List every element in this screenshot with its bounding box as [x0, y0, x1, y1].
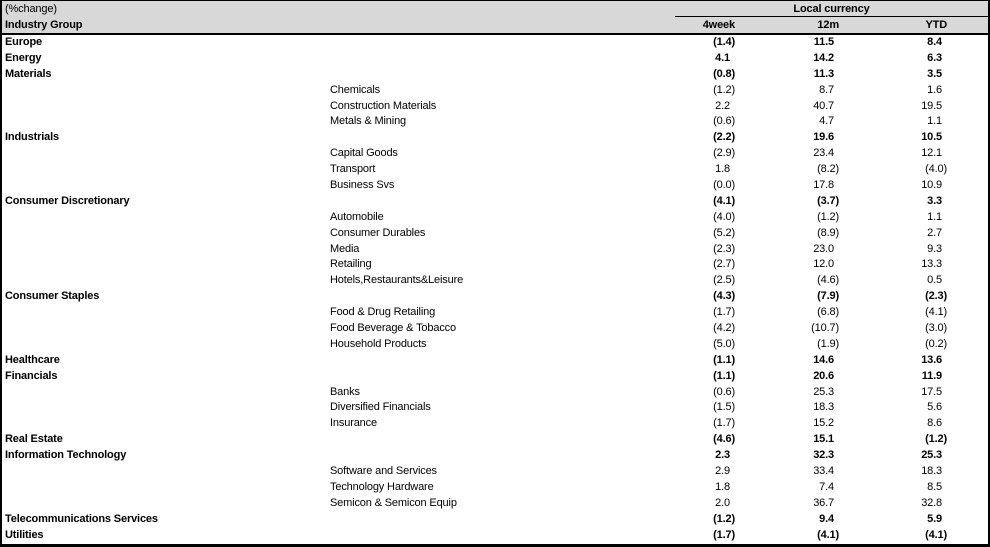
- table-row: [2, 321, 988, 337]
- industry-label: Telecommunications Services: [5, 512, 158, 525]
- value-4week: (2.9): [713, 147, 735, 160]
- value-ytd: 17.5: [921, 385, 942, 398]
- value-4week: (1.7): [713, 417, 735, 430]
- table-row: [2, 512, 988, 528]
- industry-label: Consumer Discretionary: [5, 194, 130, 207]
- industry-label: Financials: [5, 369, 58, 382]
- industry-label: Banks: [330, 385, 360, 398]
- value-12m: 12.0: [813, 258, 834, 271]
- industry-group-header: Industry Group: [5, 19, 83, 31]
- value-12m: 11.5: [813, 36, 834, 48]
- value-ytd: 8.5: [927, 480, 942, 493]
- value-4week: (0.6): [713, 385, 735, 398]
- value-12m: 20.6: [813, 369, 834, 382]
- value-ytd: 10.9: [921, 179, 942, 192]
- value-ytd: 32.8: [921, 496, 942, 509]
- value-ytd: 0.5: [927, 274, 942, 287]
- value-12m: (3.7): [817, 194, 839, 207]
- table-row: [2, 162, 988, 178]
- table-row: [2, 273, 988, 289]
- value-ytd: 9.3: [927, 242, 942, 255]
- table-row: [2, 416, 988, 432]
- table-row: [2, 83, 988, 99]
- table-row: [2, 337, 988, 353]
- table-row: [2, 242, 988, 258]
- value-12m: 9.4: [819, 512, 834, 525]
- value-ytd: 13.3: [921, 258, 942, 271]
- industry-label: Information Technology: [5, 449, 127, 462]
- value-ytd: 8.6: [927, 417, 942, 430]
- table-row: [2, 353, 988, 369]
- value-12m: 33.4: [813, 465, 834, 478]
- value-ytd: (4.1): [925, 306, 947, 319]
- value-ytd: 8.4: [927, 36, 942, 48]
- header-row-columns: [2, 17, 988, 33]
- value-4week: (0.6): [713, 115, 735, 128]
- table-row: [2, 99, 988, 115]
- value-ytd: 1.6: [927, 83, 942, 96]
- value-4week: 2.9: [715, 465, 730, 478]
- value-12m: (10.7): [811, 322, 839, 335]
- header-row-top: [2, 1, 988, 17]
- table-row: [2, 51, 988, 67]
- table-body: [2, 35, 988, 544]
- value-4week: (1.7): [713, 306, 735, 319]
- value-4week: (1.5): [713, 401, 735, 414]
- value-4week: (1.2): [713, 83, 735, 96]
- table-row: [2, 146, 988, 162]
- value-ytd: (3.0): [925, 322, 947, 335]
- value-ytd: 19.5: [921, 99, 942, 112]
- industry-label: Food & Drug Retailing: [330, 306, 436, 319]
- industry-label: Europe: [5, 36, 42, 48]
- value-4week: 2.0: [715, 496, 730, 509]
- value-4week: (2.5): [713, 274, 735, 287]
- industry-label: Media: [330, 242, 360, 255]
- industry-label: Materials: [5, 67, 52, 80]
- value-4week: (0.0): [713, 179, 735, 192]
- value-4week: (4.1): [713, 194, 735, 207]
- value-ytd: 18.3: [921, 465, 942, 478]
- value-12m: 19.6: [813, 131, 834, 144]
- table-row: [2, 400, 988, 416]
- value-4week: 2.3: [715, 449, 730, 462]
- value-12m: 23.4: [813, 147, 834, 160]
- table-row: [2, 114, 988, 130]
- value-4week: (2.3): [713, 242, 735, 255]
- table-row: [2, 385, 988, 401]
- value-12m: (4.1): [817, 528, 839, 541]
- industry-label: Consumer Staples: [5, 290, 100, 303]
- column-header-ytd: YTD: [925, 19, 947, 31]
- value-12m: 14.2: [813, 51, 834, 64]
- industry-label: Capital Goods: [330, 147, 398, 160]
- value-ytd: 3.5: [927, 67, 942, 80]
- column-header-4week: 4week: [702, 19, 735, 31]
- industry-label: Hotels,Restaurants&Leisure: [330, 274, 464, 287]
- value-ytd: (4.1): [925, 528, 947, 541]
- value-12m: (7.9): [817, 290, 839, 303]
- value-12m: (8.9): [817, 226, 839, 239]
- value-ytd: 5.6: [927, 401, 942, 414]
- value-4week: (2.2): [713, 131, 735, 144]
- value-4week: (4.0): [713, 210, 735, 223]
- value-12m: 40.7: [813, 99, 834, 112]
- value-12m: (4.6): [817, 274, 839, 287]
- industry-label: Technology Hardware: [330, 480, 434, 493]
- value-ytd: 13.6: [921, 353, 942, 366]
- value-12m: 15.1: [813, 433, 834, 446]
- industry-label: Healthcare: [5, 353, 60, 366]
- industry-label: Semicon & Semicon Equip: [330, 496, 457, 509]
- table-row: [2, 480, 988, 496]
- value-4week: (1.1): [713, 369, 735, 382]
- value-4week: (5.2): [713, 226, 735, 239]
- value-ytd: (4.0): [925, 163, 947, 176]
- value-ytd: 6.3: [927, 51, 942, 64]
- table-row: [2, 226, 988, 242]
- value-4week: (5.0): [713, 337, 735, 350]
- industry-label: Real Estate: [5, 433, 63, 446]
- table-row: [2, 496, 988, 512]
- value-4week: 1.8: [715, 480, 730, 493]
- table-row: [2, 448, 988, 464]
- industry-label: Chemicals: [330, 83, 380, 96]
- value-12m: 32.3: [813, 449, 834, 462]
- industry-label: Software and Services: [330, 465, 437, 478]
- value-ytd: 11.9: [921, 369, 942, 382]
- table-row: [2, 305, 988, 321]
- value-4week: (1.4): [713, 36, 735, 48]
- value-4week: (4.2): [713, 322, 735, 335]
- table-row: [2, 432, 988, 448]
- table-row: [2, 67, 988, 83]
- value-4week: (0.8): [713, 67, 735, 80]
- percent-change-label: (%change): [5, 3, 57, 15]
- value-ytd: 5.9: [927, 512, 942, 525]
- industry-label: Insurance: [330, 417, 377, 430]
- value-4week: 4.1: [715, 51, 730, 64]
- table-row: [2, 369, 988, 385]
- industry-label: Utilities: [5, 528, 44, 541]
- industry-label: Retailing: [330, 258, 372, 271]
- column-header-12m: 12m: [817, 19, 839, 31]
- value-12m: (6.8): [817, 306, 839, 319]
- table-row: [2, 289, 988, 305]
- industry-label: Automobile: [330, 210, 384, 223]
- value-12m: (1.9): [817, 337, 839, 350]
- table-row: [2, 210, 988, 226]
- value-ytd: 3.3: [927, 194, 942, 207]
- value-4week: 1.8: [715, 163, 730, 176]
- value-4week: (4.6): [713, 433, 735, 446]
- currency-group-header: Local currency: [675, 1, 988, 17]
- value-12m: 36.7: [813, 496, 834, 509]
- value-4week: (4.3): [713, 290, 735, 303]
- value-ytd: 12.1: [921, 147, 942, 160]
- value-12m: 7.4: [819, 480, 834, 493]
- value-12m: 11.3: [813, 67, 834, 80]
- table-row: [2, 35, 988, 51]
- value-12m: (1.2): [817, 210, 839, 223]
- value-ytd: 1.1: [927, 115, 942, 128]
- value-12m: 25.3: [813, 385, 834, 398]
- industry-label: Business Svs: [330, 179, 395, 192]
- industry-label: Metals & Mining: [330, 115, 407, 128]
- industry-label: Transport: [330, 163, 376, 176]
- value-4week: (1.2): [713, 512, 735, 525]
- industry-label: Food Beverage & Tobacco: [330, 322, 456, 335]
- industry-label: Industrials: [5, 131, 59, 144]
- table-header: [2, 1, 988, 35]
- value-12m: 14.6: [813, 353, 834, 366]
- value-ytd: 25.3: [921, 449, 942, 462]
- value-4week: (1.7): [713, 528, 735, 541]
- table-row: [2, 464, 988, 480]
- industry-label: Energy: [5, 51, 42, 64]
- value-4week: (1.1): [713, 353, 735, 366]
- value-12m: 4.7: [819, 115, 834, 128]
- value-ytd: (1.2): [925, 433, 947, 446]
- value-ytd: 2.7: [927, 226, 942, 239]
- value-12m: 17.8: [813, 179, 834, 192]
- value-12m: 18.3: [813, 401, 834, 414]
- industry-label: Construction Materials: [330, 99, 437, 112]
- table-row: [2, 528, 988, 544]
- value-ytd: (2.3): [925, 290, 947, 303]
- value-ytd: 10.5: [921, 131, 942, 144]
- value-ytd: (0.2): [925, 337, 947, 350]
- table-row: [2, 257, 988, 273]
- industry-label: Diversified Financials: [330, 401, 431, 414]
- industry-label: Household Products: [330, 337, 427, 350]
- value-12m: 15.2: [813, 417, 834, 430]
- table-row: [2, 178, 988, 194]
- table-row: [2, 194, 988, 210]
- industry-label: Consumer Durables: [330, 226, 426, 239]
- value-12m: (8.2): [817, 163, 839, 176]
- value-12m: 8.7: [819, 83, 834, 96]
- value-4week: 2.2: [715, 99, 730, 112]
- value-ytd: 1.1: [927, 210, 942, 223]
- value-4week: (2.7): [713, 258, 735, 271]
- table-row: [2, 130, 988, 146]
- value-12m: 23.0: [813, 242, 834, 255]
